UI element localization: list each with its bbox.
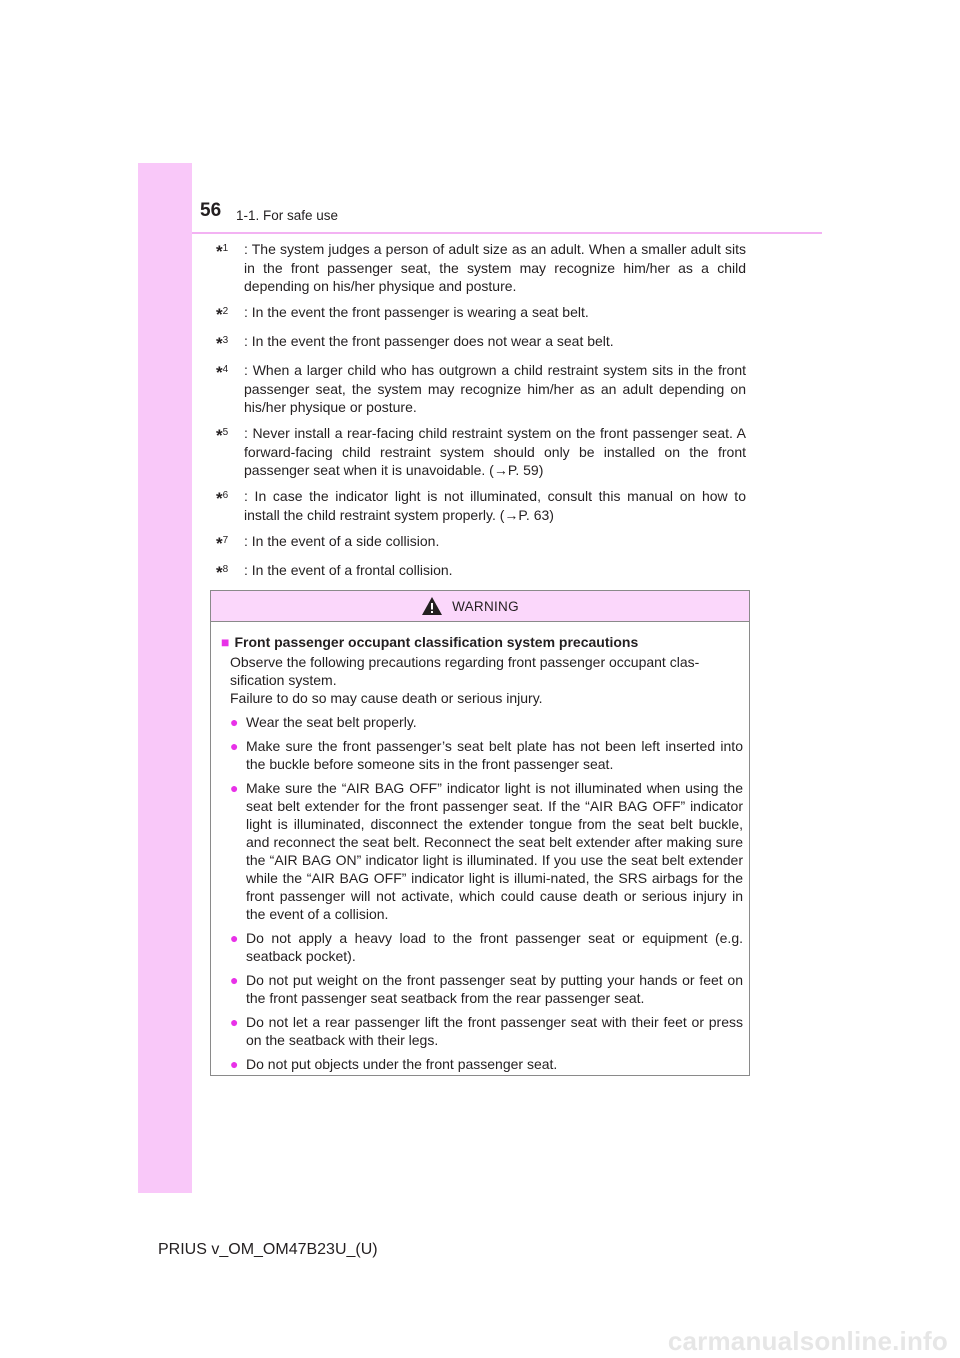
round-bullet-icon: ● (230, 1014, 239, 1030)
warning-header (211, 591, 749, 622)
intro-line: Failure to do so may cause death or serious injury. (230, 690, 543, 706)
round-bullet-icon: ● (230, 930, 239, 946)
footnote (216, 487, 746, 524)
list-item (221, 1055, 743, 1073)
footnote (216, 332, 746, 354)
footnote-marker: *$^2$ (216, 305, 229, 324)
warning-bullet-list (221, 713, 743, 1073)
footnote-marker: *$^7$ (216, 533, 229, 553)
footnote (216, 240, 746, 296)
warning-subheading-text: Front passenger occupant classification system precautions (234, 634, 639, 650)
bullet-text: Do not apply a heavy load to the front passenger seat or equipment (e.g. seatback pocket). (246, 930, 743, 964)
warning-intro (221, 653, 743, 707)
bullet-text: Make sure the front passenger’s seat belt plate has not been left inserted into the buckle before someone sits in the front passenger seat. (246, 738, 743, 772)
round-bullet-icon: ● (230, 738, 239, 754)
footnote-text: : Never install a rear-facing child restraint system on the front passenger seat. A forward-facing child restraint system should only be installed on the front passenger seat when it is unavoidable. (→P. 59) (244, 425, 746, 478)
footnote-text: : In the event of a frontal collision. (244, 561, 453, 578)
list-item (221, 737, 743, 773)
page-number: 56 (200, 200, 222, 221)
footnote-marker: *$^3$ (216, 334, 229, 353)
footnote-marker: *$^8$ (216, 562, 229, 582)
bullet-text: Do not let a rear passenger lift the front passenger seat with their feet or press on the seatback with their legs. (246, 1014, 743, 1048)
footnote-text: : The system judges a person of adult size as an adult. When a smaller adult sits in the front passenger seat, the system may recognize him/her as a child depending on his/her physique and posture. (244, 241, 746, 294)
list-item (221, 779, 743, 923)
section-title: 1-1. For safe use (236, 208, 339, 223)
warning-subheading (221, 633, 743, 651)
warning-title: WARNING (452, 598, 519, 614)
list-item (221, 1013, 743, 1049)
round-bullet-icon: ● (230, 1056, 239, 1072)
footnote-marker: *$^4$ (216, 363, 229, 382)
footnote-marker: *$^5$ (216, 426, 229, 445)
bullet-text: Make sure the “AIR BAG OFF” indicator light is not illuminated when using the seat belt extender for the front passenger seat. If the “AIR BAG OFF” indicator light is illuminated, disconnect the extender tongue from the seat belt buckle, and reconnect the seat belt. Reconnect the seat belt extender after making sure the “AIR BAG ON” indicator light is illuminated. If you use the seat belt extender while the “AIR BAG OFF” indicator light is illumi-nated, the SRS airbags for the front passenger will not activate, which could cause death or serious injury in the event of a collision. (246, 780, 743, 922)
round-bullet-icon: ● (230, 780, 239, 796)
footnote-text: : When a larger child who has outgrown a child restraint system sits in the front passenger seat, the system may recognize him/her as an adult depending on his/her physique or posture. (244, 362, 746, 415)
footnote (216, 424, 746, 480)
footnote-text: : In case the indicator light is not illuminated, consult this manual on how to install the child restraint system properly. (→P. 63) (244, 488, 746, 523)
footnote (216, 303, 746, 325)
bullet-text: Do not put objects under the front passenger seat. (246, 1056, 558, 1072)
bullet-text: Wear the seat belt properly. (246, 714, 417, 730)
list-item (221, 713, 743, 731)
header-divider (192, 232, 822, 234)
round-bullet-icon: ● (230, 972, 239, 988)
watermark: carmanualsonline.info (667, 1326, 948, 1356)
square-bullet-icon: ■ (221, 634, 230, 650)
footnote (216, 532, 746, 554)
list-item (221, 971, 743, 1007)
document-id: PRIUS v_OM_OM47B23U_(U) (158, 1241, 378, 1258)
warning-box (210, 590, 750, 1076)
list-item (221, 929, 743, 965)
bullet-text: Do not put weight on the front passenger seat by putting your hands or feet on the front passenger seat seatback from the rear passenger seat. (246, 972, 743, 1006)
footnote-text: : In the event of a side collision. (244, 532, 440, 549)
footnote (216, 361, 746, 417)
round-bullet-icon: ● (230, 714, 239, 730)
intro-line: Observe the following precautions regarding front passenger occupant clas- (230, 654, 700, 670)
footnote-text: : In the event the front passenger is wearing a seat belt. (244, 304, 589, 320)
footnote (216, 561, 746, 583)
footnote-marker: *$^6$ (216, 489, 229, 508)
warning-triangle-icon (421, 596, 443, 616)
intro-line: sification system. (230, 672, 337, 688)
side-tab-bar (138, 163, 192, 1193)
footnote-text: : In the event the front passenger does not wear a seat belt. (244, 333, 614, 349)
warning-body (211, 622, 749, 1073)
footnote-marker: *$^1$ (216, 242, 229, 261)
footnotes-list (216, 240, 746, 590)
